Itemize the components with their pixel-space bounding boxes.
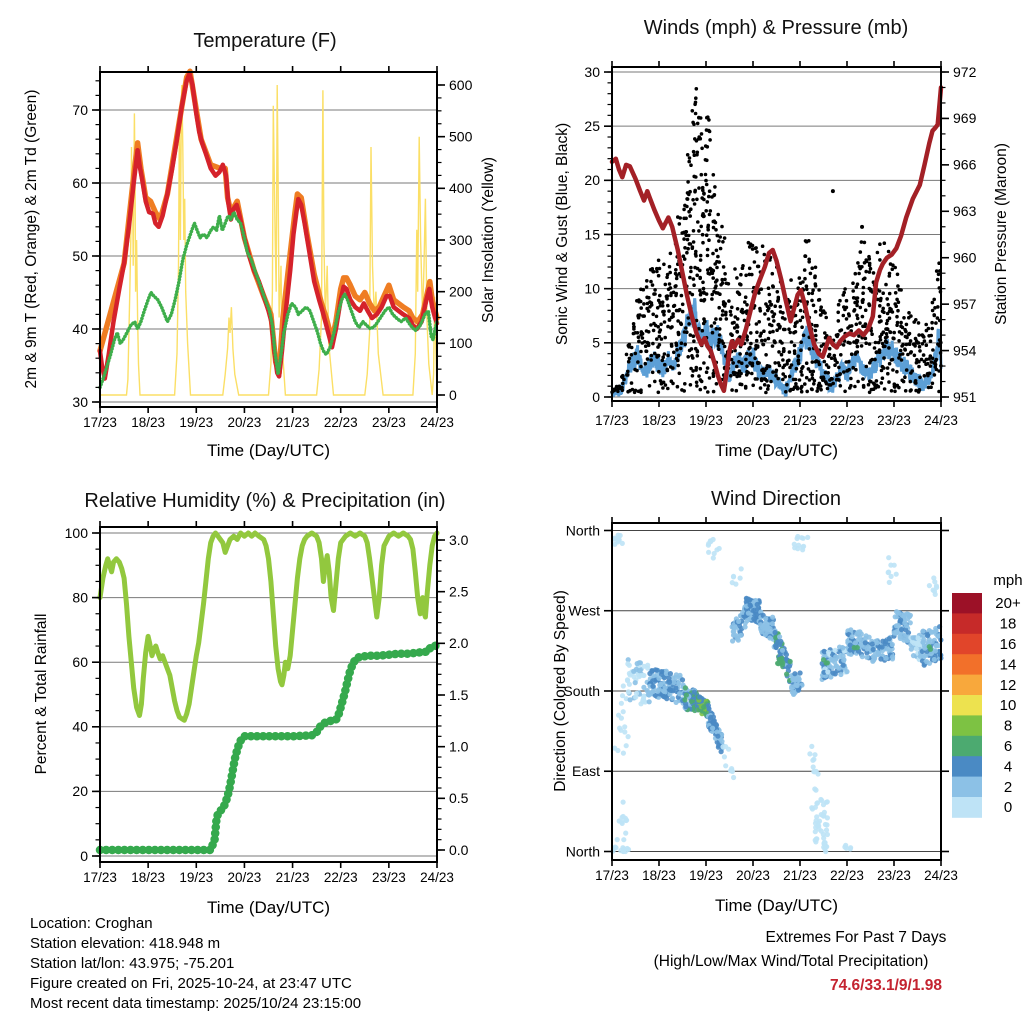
svg-text:951: 951 bbox=[953, 388, 977, 405]
svg-text:20/23: 20/23 bbox=[736, 868, 770, 883]
wind-direction-x-axis-label: Time (Day/UTC) bbox=[714, 896, 839, 915]
svg-text:6: 6 bbox=[1003, 738, 1013, 755]
svg-text:22/23: 22/23 bbox=[830, 413, 864, 428]
svg-text:12: 12 bbox=[999, 676, 1017, 694]
svg-text:10: 10 bbox=[584, 280, 600, 297]
svg-text:18/23: 18/23 bbox=[131, 415, 166, 430]
svg-text:22/23: 22/23 bbox=[323, 415, 358, 430]
temperature-right-axis-label: Solar Insolation (Yellow) bbox=[480, 157, 497, 323]
svg-text:18: 18 bbox=[999, 615, 1017, 633]
svg-text:22/23: 22/23 bbox=[830, 868, 864, 883]
svg-text:14: 14 bbox=[999, 656, 1017, 674]
svg-text:30: 30 bbox=[584, 63, 600, 80]
svg-text:10: 10 bbox=[999, 697, 1017, 715]
svg-text:100: 100 bbox=[64, 524, 88, 541]
winds-x-axis-label: Time (Day/UTC) bbox=[714, 441, 839, 460]
svg-text:0.0: 0.0 bbox=[449, 841, 469, 858]
svg-text:0: 0 bbox=[80, 847, 88, 864]
svg-text:600: 600 bbox=[449, 76, 473, 93]
svg-text:0: 0 bbox=[449, 386, 457, 403]
winds-left-axis-label: Sonic Wind & Gust (Blue, Black) bbox=[554, 122, 571, 346]
humidity-precip-chart-title: Relative Humidity (%) & Precipitation (in) bbox=[84, 490, 446, 512]
wind-direction-chart-title: Wind Direction bbox=[710, 488, 842, 510]
station-location: Location: Croghan bbox=[30, 915, 153, 932]
temperature-left-axis-label: 2m & 9m T (Red, Orange) & 2m Td (Green) bbox=[23, 89, 40, 389]
svg-text:960: 960 bbox=[953, 249, 977, 266]
svg-text:19/23: 19/23 bbox=[179, 870, 214, 885]
svg-text:21/23: 21/23 bbox=[783, 413, 817, 428]
station-elevation: Station elevation: 418.948 m bbox=[30, 935, 221, 952]
svg-text:North: North bbox=[565, 522, 600, 539]
humidity-left-axis-label: Percent & Total Rainfall bbox=[33, 613, 50, 775]
svg-text:40: 40 bbox=[72, 320, 88, 337]
extremes-subtitle: (High/Low/Max Wind/Total Precipitation) bbox=[653, 953, 929, 970]
svg-text:5: 5 bbox=[592, 334, 600, 351]
svg-text:20/23: 20/23 bbox=[227, 415, 262, 430]
figure-created-timestamp: Figure created on Fri, 2025-10-24, at 23:47 UTC bbox=[30, 975, 352, 992]
svg-text:17/23: 17/23 bbox=[595, 413, 629, 428]
svg-text:22/23: 22/23 bbox=[323, 870, 358, 885]
station-latlon: Station lat/lon: 43.975; -75.201 bbox=[30, 955, 235, 972]
svg-text:963: 963 bbox=[953, 203, 977, 220]
svg-text:966: 966 bbox=[953, 156, 977, 173]
svg-text:19/23: 19/23 bbox=[689, 868, 723, 883]
svg-text:17/23: 17/23 bbox=[83, 870, 117, 885]
svg-text:80: 80 bbox=[72, 589, 88, 606]
svg-text:0.5: 0.5 bbox=[449, 790, 469, 807]
winds-right-axis-label: Station Pressure (Maroon) bbox=[993, 143, 1010, 325]
svg-text:24/23: 24/23 bbox=[420, 870, 454, 885]
svg-text:21/23: 21/23 bbox=[275, 870, 310, 885]
svg-text:West: West bbox=[568, 602, 600, 619]
svg-text:20: 20 bbox=[72, 783, 88, 800]
svg-text:17/23: 17/23 bbox=[83, 415, 117, 430]
svg-text:18/23: 18/23 bbox=[642, 868, 676, 883]
svg-text:23/23: 23/23 bbox=[371, 870, 406, 885]
winds-pressure-chart-title: Winds (mph) & Pressure (mb) bbox=[643, 17, 909, 39]
svg-text:60: 60 bbox=[72, 174, 88, 191]
svg-text:23/23: 23/23 bbox=[877, 413, 911, 428]
svg-text:2: 2 bbox=[1003, 778, 1013, 796]
temperature-x-axis-label: Time (Day/UTC) bbox=[206, 441, 331, 460]
svg-text:70: 70 bbox=[72, 101, 88, 118]
svg-text:23/23: 23/23 bbox=[371, 415, 406, 430]
svg-text:30: 30 bbox=[72, 393, 88, 410]
svg-text:20+: 20+ bbox=[995, 595, 1021, 613]
extremes-values: 74.6/33.1/9/1.98 bbox=[829, 977, 943, 994]
svg-text:2.5: 2.5 bbox=[449, 583, 469, 600]
svg-text:25: 25 bbox=[584, 117, 600, 134]
svg-text:8: 8 bbox=[1003, 717, 1013, 735]
svg-text:972: 972 bbox=[953, 63, 977, 80]
svg-text:969: 969 bbox=[953, 110, 977, 127]
svg-text:1.5: 1.5 bbox=[449, 686, 469, 703]
svg-text:4: 4 bbox=[1003, 758, 1013, 776]
svg-text:400: 400 bbox=[449, 180, 473, 197]
most-recent-data-timestamp: Most recent data timestamp: 2025/10/24 23:15:00 bbox=[30, 995, 362, 1012]
svg-text:954: 954 bbox=[953, 342, 977, 359]
svg-text:60: 60 bbox=[72, 654, 88, 670]
svg-text:18/23: 18/23 bbox=[642, 413, 676, 428]
svg-text:mph: mph bbox=[993, 572, 1023, 589]
svg-text:20/23: 20/23 bbox=[736, 413, 770, 428]
svg-text:500: 500 bbox=[449, 128, 473, 145]
svg-text:North: North bbox=[565, 843, 600, 860]
svg-text:19/23: 19/23 bbox=[689, 413, 723, 428]
svg-text:18/23: 18/23 bbox=[131, 870, 166, 885]
svg-text:20/23: 20/23 bbox=[227, 870, 262, 885]
svg-text:1.0: 1.0 bbox=[449, 738, 469, 755]
extremes-title: Extremes For Past 7 Days bbox=[765, 929, 947, 946]
svg-text:23/23: 23/23 bbox=[877, 868, 911, 883]
svg-text:100: 100 bbox=[449, 335, 473, 352]
wind-direction-left-axis-label: Direction (Colored By Speed) bbox=[552, 590, 569, 792]
svg-text:200: 200 bbox=[449, 283, 473, 300]
svg-text:21/23: 21/23 bbox=[275, 415, 310, 430]
svg-text:South: South bbox=[563, 682, 600, 699]
svg-text:2.0: 2.0 bbox=[449, 635, 469, 652]
svg-text:3.0: 3.0 bbox=[449, 531, 469, 548]
svg-text:15: 15 bbox=[584, 226, 600, 243]
svg-text:19/23: 19/23 bbox=[179, 415, 214, 430]
svg-text:24/23: 24/23 bbox=[924, 868, 958, 883]
temperature-chart-title: Temperature (F) bbox=[193, 30, 337, 52]
svg-text:0: 0 bbox=[592, 388, 600, 405]
svg-text:16: 16 bbox=[999, 636, 1017, 653]
svg-text:40: 40 bbox=[72, 718, 88, 735]
svg-text:50: 50 bbox=[72, 247, 88, 264]
svg-text:20: 20 bbox=[584, 172, 600, 189]
svg-text:East: East bbox=[571, 763, 600, 780]
svg-text:17/23: 17/23 bbox=[595, 868, 629, 883]
svg-text:21/23: 21/23 bbox=[783, 868, 817, 883]
svg-text:0: 0 bbox=[1003, 799, 1013, 817]
svg-text:24/23: 24/23 bbox=[924, 413, 958, 428]
svg-text:24/23: 24/23 bbox=[420, 415, 454, 430]
humidity-x-axis-label: Time (Day/UTC) bbox=[206, 898, 331, 917]
svg-text:957: 957 bbox=[953, 295, 977, 312]
svg-text:300: 300 bbox=[449, 231, 473, 248]
